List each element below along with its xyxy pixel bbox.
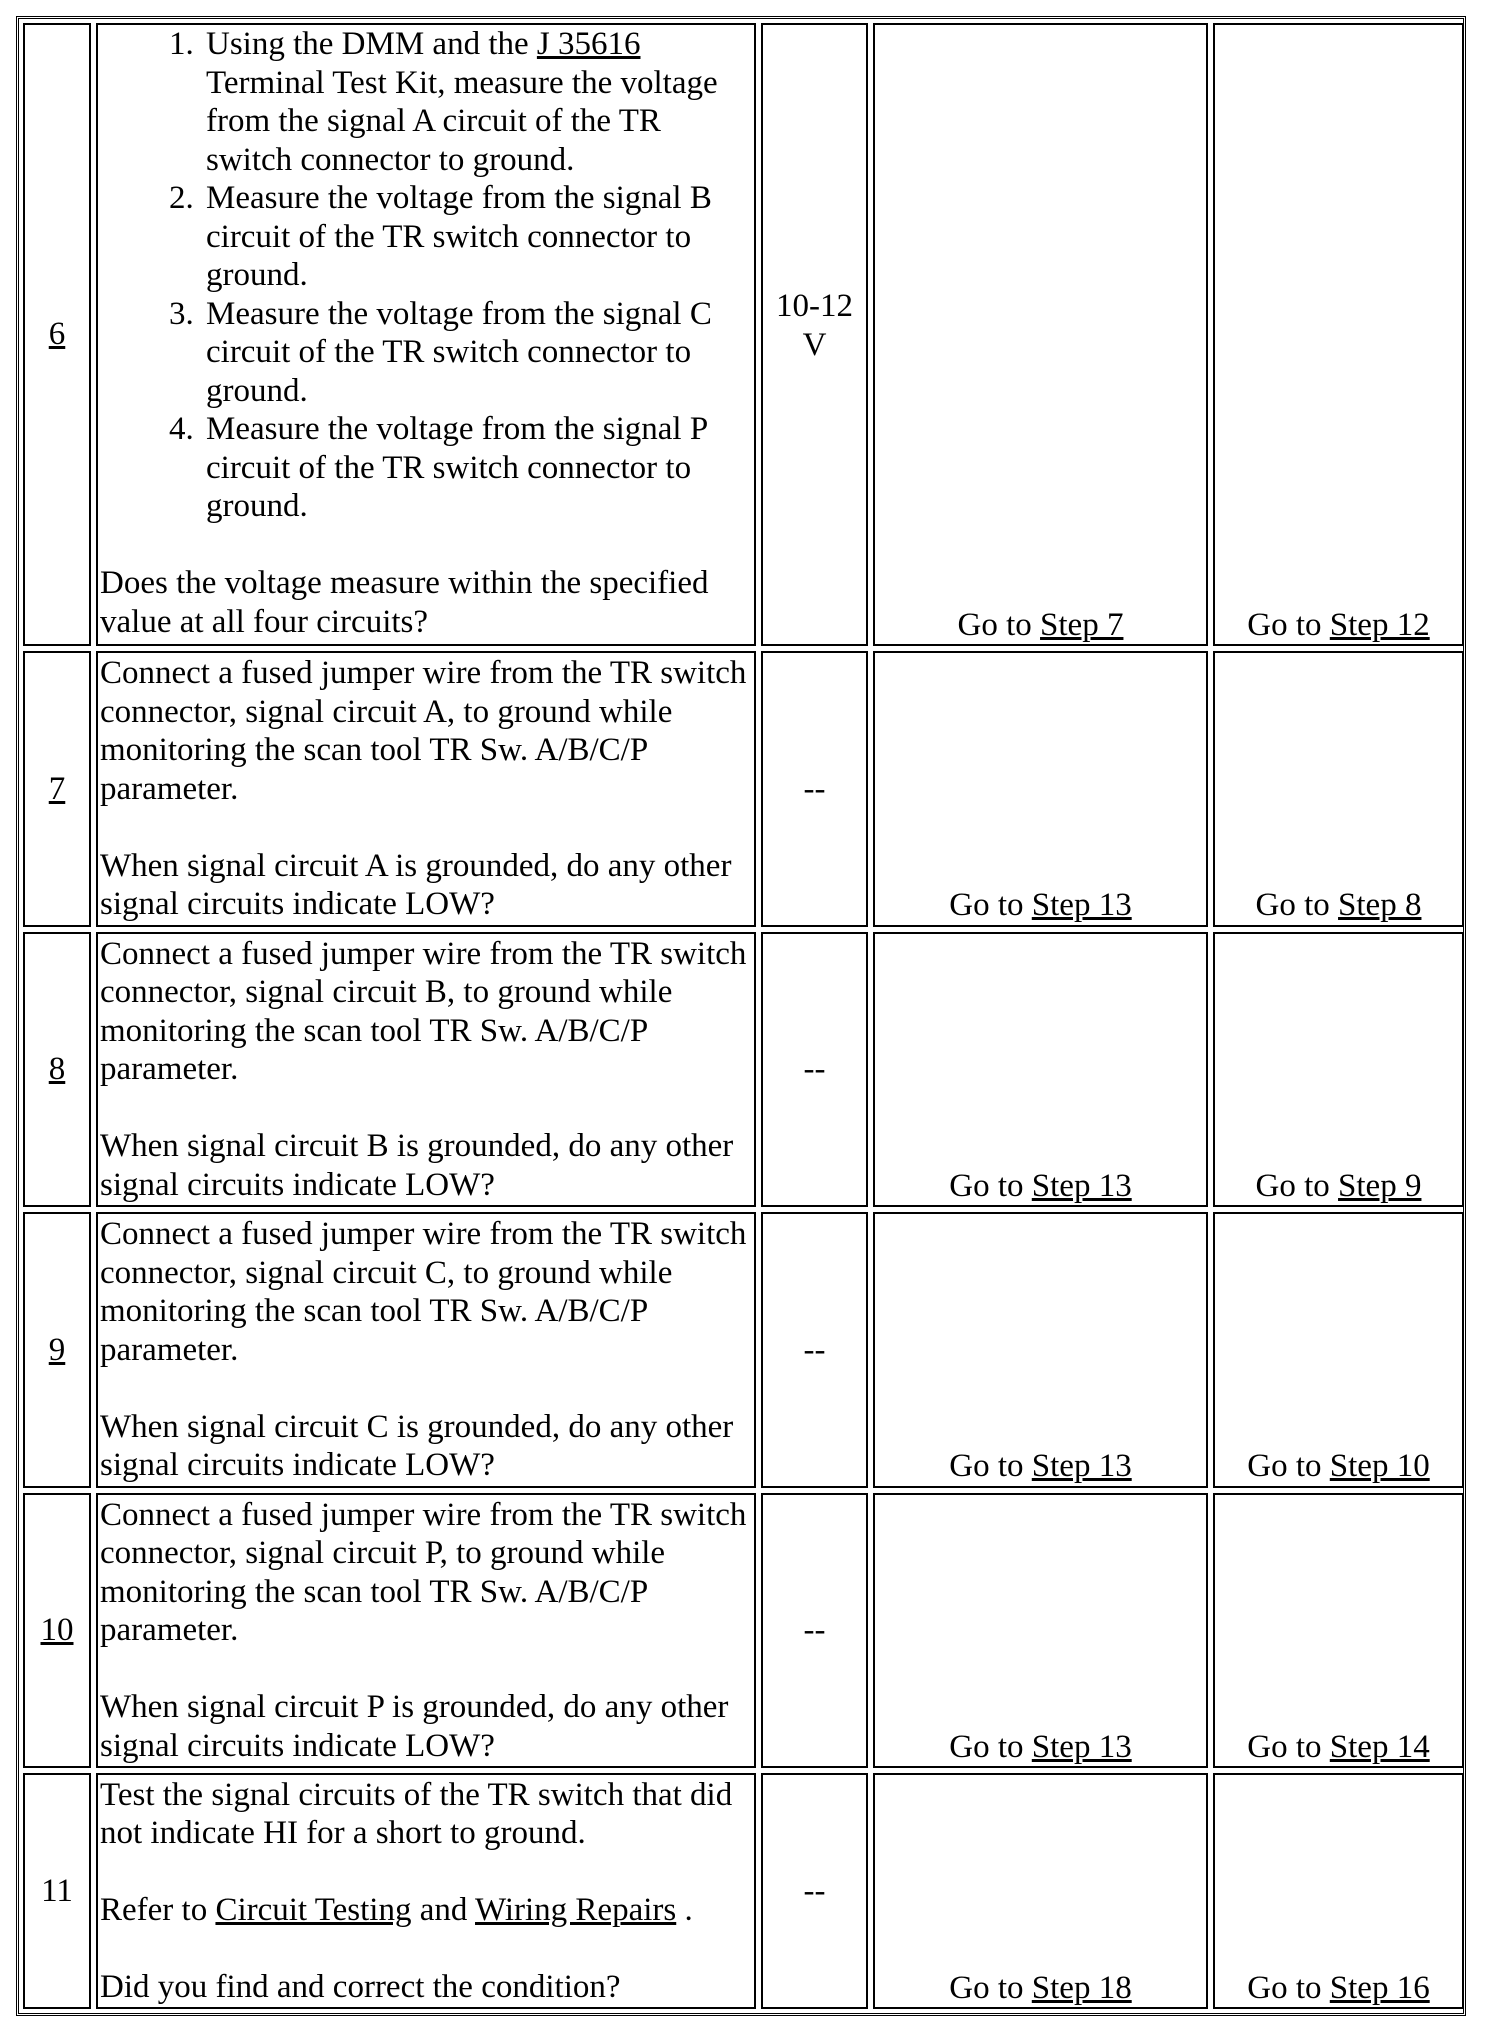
table-row — [23, 932, 1464, 1208]
action-cell — [96, 1212, 756, 1488]
question-text: When signal circuit B is grounded, do any other signal circuits indicate LOW? — [100, 1128, 734, 1203]
procedure-list — [100, 25, 752, 526]
go-to-step-13-link[interactable]: Step 13 — [1031, 1448, 1132, 1485]
go-to-step-16-link[interactable]: Step 16 — [1329, 1969, 1430, 2006]
table-row — [23, 23, 1464, 646]
list-item: 3. Measure the voltage from the signal C circuit of the TR switch connector to ground. — [202, 295, 752, 411]
yes-cell: Go to Step 13 — [873, 651, 1208, 927]
no-cell: Go to Step 9 — [1213, 932, 1464, 1208]
value-text: -- — [803, 1872, 826, 1909]
diagnostic-table — [18, 18, 1469, 2014]
question-text: Does the voltage measure within the specified value at all four circuits? — [100, 565, 709, 640]
step-number-cell — [23, 23, 91, 646]
step-9-link[interactable]: 9 — [48, 1331, 66, 1368]
action-text: Connect a fused jumper wire from the TR switch connector, signal circuit P, to ground while monitoring the scan tool TR Sw. A/B/C/P parameter. — [100, 1496, 747, 1649]
action-cell — [96, 932, 756, 1208]
yes-cell: Go to Step 13 — [873, 1493, 1208, 1769]
action-text: Test the signal circuits of the TR switch that did not indicate HI for a short to ground. — [100, 1776, 733, 1852]
list-item: 4. Measure the voltage from the signal P circuit of the TR switch connector to ground. — [202, 410, 752, 526]
refer-text: Refer to Circuit Testing and Wiring Repairs . — [100, 1892, 693, 1929]
value-text: -- — [803, 1612, 826, 1649]
value-text: -- — [803, 1331, 826, 1368]
step-6-link[interactable]: 6 — [48, 316, 66, 353]
go-to-step-13-link[interactable]: Step 13 — [1031, 1167, 1132, 1204]
wiring-repairs-link[interactable]: Wiring Repairs — [475, 1892, 677, 1929]
step-11-label: 11 — [41, 1872, 73, 1909]
step-number-cell — [23, 651, 91, 927]
table-row — [23, 1493, 1464, 1769]
go-to-step-12-link[interactable]: Step 12 — [1329, 606, 1430, 643]
table-row — [23, 1773, 1464, 2009]
step-number-cell — [23, 1493, 91, 1769]
action-cell — [96, 1773, 756, 2009]
table-row — [23, 651, 1464, 927]
value-text: -- — [803, 1051, 826, 1088]
action-cell — [96, 1493, 756, 1769]
tool-j35616-link[interactable]: J 35616 — [536, 26, 641, 62]
value-cell — [761, 1773, 868, 2009]
list-item: 2. Measure the voltage from the signal B circuit of the TR switch connector to ground. — [202, 179, 752, 295]
yes-cell: Go to Step 7 — [873, 23, 1208, 646]
action-cell — [96, 23, 756, 646]
table-row — [23, 1212, 1464, 1488]
go-to-step-13-link[interactable]: Step 13 — [1031, 1728, 1132, 1765]
action-text: Connect a fused jumper wire from the TR switch connector, signal circuit A, to ground while monitoring the scan tool TR Sw. A/B/C/P parameter. — [100, 655, 747, 807]
no-cell: Go to Step 10 — [1213, 1212, 1464, 1488]
step-7-link[interactable]: 7 — [48, 770, 66, 807]
step-number-cell — [23, 932, 91, 1208]
no-cell: Go to Step 14 — [1213, 1493, 1464, 1769]
action-cell — [96, 651, 756, 927]
go-to-step-14-link[interactable]: Step 14 — [1329, 1728, 1430, 1765]
action-text: Connect a fused jumper wire from the TR switch connector, signal circuit B, to ground while monitoring the scan tool TR Sw. A/B/C/P parameter. — [100, 935, 747, 1088]
no-cell: Go to Step 16 — [1213, 1773, 1464, 2009]
go-to-step-18-link[interactable]: Step 18 — [1031, 1969, 1132, 2006]
no-cell: Go to Step 8 — [1213, 651, 1464, 927]
action-text: Connect a fused jumper wire from the TR switch connector, signal circuit C, to ground while monitoring the scan tool TR Sw. A/B/C/P parameter. — [100, 1216, 747, 1368]
go-to-step-8-link[interactable]: Step 8 — [1338, 887, 1422, 924]
go-to-step-9-link[interactable]: Step 9 — [1338, 1167, 1422, 1204]
list-item: 1. Using the DMM and the J 35616 Terminal Test Kit, measure the voltage from the signal A circuit of the TR switch connector to ground. — [202, 25, 752, 179]
value-cell — [761, 1212, 868, 1488]
no-cell: Go to Step 12 — [1213, 23, 1464, 646]
step-10-link[interactable]: 10 — [40, 1612, 74, 1649]
value-cell — [761, 932, 868, 1208]
question-text: When signal circuit P is grounded, do any other signal circuits indicate LOW? — [100, 1689, 729, 1764]
go-to-step-13-link[interactable]: Step 13 — [1031, 887, 1132, 924]
step-number-cell — [23, 1212, 91, 1488]
question-text: Did you find and correct the condition? — [100, 1969, 621, 2006]
yes-cell: Go to Step 13 — [873, 1212, 1208, 1488]
step-8-link[interactable]: 8 — [48, 1051, 66, 1088]
question-text: When signal circuit C is grounded, do any other signal circuits indicate LOW? — [100, 1408, 734, 1484]
question-text: When signal circuit A is grounded, do any other signal circuits indicate LOW? — [100, 847, 732, 923]
go-to-step-10-link[interactable]: Step 10 — [1329, 1448, 1430, 1485]
yes-cell: Go to Step 18 — [873, 1773, 1208, 2009]
value-cell — [761, 1493, 868, 1769]
step-number-cell — [23, 1773, 91, 2009]
value-cell — [761, 651, 868, 927]
value-text: 10-12 V — [776, 288, 853, 363]
value-text: -- — [803, 770, 826, 807]
value-cell — [761, 23, 868, 646]
yes-cell: Go to Step 13 — [873, 932, 1208, 1208]
circuit-testing-link[interactable]: Circuit Testing — [215, 1892, 412, 1929]
go-to-step-7-link[interactable]: Step 7 — [1040, 606, 1124, 643]
